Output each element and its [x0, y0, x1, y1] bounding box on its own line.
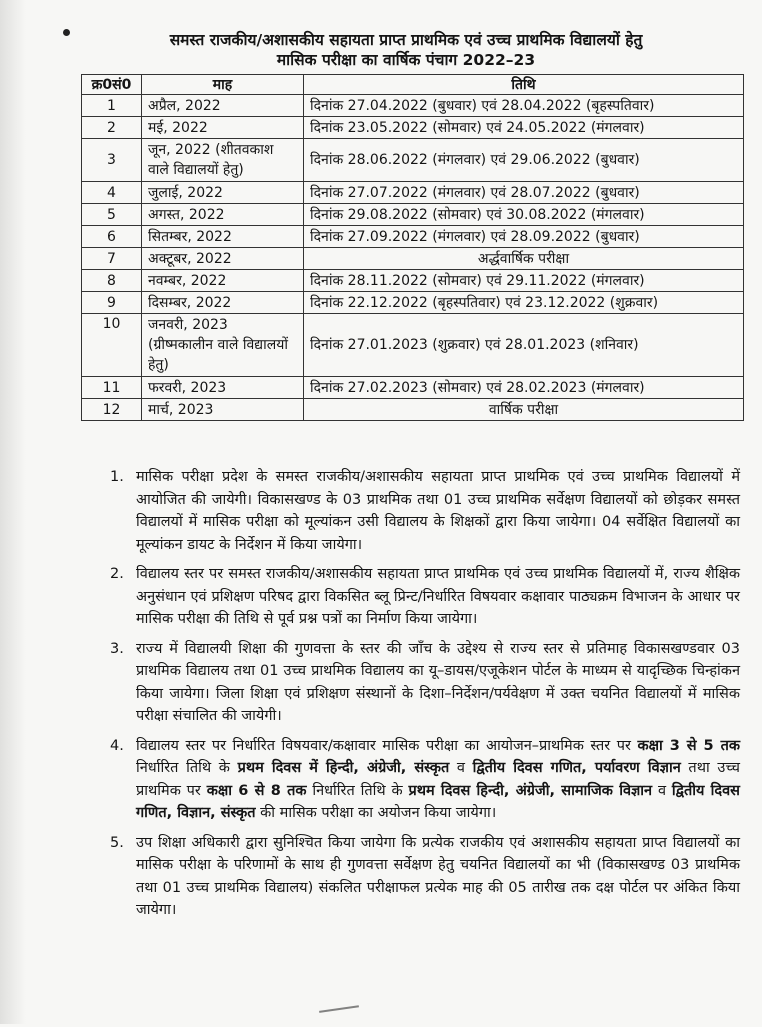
- table-row: [82, 270, 744, 292]
- header-serial: क्र0सं0: [82, 75, 142, 95]
- row-date: वार्षिक परीक्षा: [304, 399, 744, 421]
- header-date: तिथि: [304, 75, 744, 95]
- instruction-item: [110, 735, 740, 825]
- table-row: [82, 377, 744, 399]
- instruction-item: [110, 638, 740, 728]
- row-date: दिनांक 29.08.2022 (सोमवार) एवं 30.08.2022 (मंगलवार): [304, 204, 744, 226]
- row-date: दिनांक 23.05.2022 (सोमवार) एवं 24.05.2022 (मंगलवार): [304, 117, 744, 139]
- page-edge-shadow: [0, 0, 26, 1024]
- row-month: मार्च, 2023: [142, 399, 304, 421]
- row-serial: 2: [82, 117, 142, 139]
- row-month: सितम्बर, 2022: [142, 226, 304, 248]
- table-row: [82, 226, 744, 248]
- row-serial: 10: [82, 314, 142, 377]
- row-date: दिनांक 27.04.2022 (बुधवार) एवं 28.04.2022 (बृहस्पतिवार): [304, 95, 744, 117]
- table-header-row: [82, 75, 744, 95]
- row-month: जनवरी, 2023 (ग्रीष्मकालीन वाले विद्यालयों हेतु): [142, 314, 304, 377]
- instruction-text: विद्यालय स्तर पर समस्त राजकीय/अशासकीय सहायता प्राप्त प्राथमिक एवं उच्च प्राथमिक विद्यालयों में, राज्य शैक्षिक अनुसंधान एवं प्रशिक्षण परिषद द्वारा विकसित ब्लू प्रिन्ट/निर्धारित विषयवार कक्षावार पाठ्यक्रम विभाजन के आधार पर मासिक परीक्षा की तिथि से पूर्व प्रश्न पत्रों का निर्माण किया जायेगा।: [136, 566, 740, 627]
- table-row: [82, 204, 744, 226]
- instruction-item: [110, 832, 740, 922]
- table-row: [82, 139, 744, 182]
- row-serial: 12: [82, 399, 142, 421]
- row-date: दिनांक 27.02.2023 (सोमवार) एवं 28.02.2023 (मंगलवार): [304, 377, 744, 399]
- binding-hole-mark: [63, 29, 70, 36]
- row-month: जुलाई, 2022: [142, 182, 304, 204]
- row-serial: 9: [82, 292, 142, 314]
- row-month: मई, 2022: [142, 117, 304, 139]
- row-month: अप्रैल, 2022: [142, 95, 304, 117]
- row-serial: 1: [82, 95, 142, 117]
- row-date: अर्द्धवार्षिक परीक्षा: [304, 248, 744, 270]
- exam-calendar-table: [81, 74, 744, 421]
- row-date: दिनांक 28.06.2022 (मंगलवार) एवं 29.06.2022 (बुधवार): [304, 139, 744, 182]
- row-month: दिसम्बर, 2022: [142, 292, 304, 314]
- table-row: [82, 399, 744, 421]
- table-row: [82, 292, 744, 314]
- instruction-number: 5.: [110, 834, 124, 851]
- row-date: दिनांक 28.11.2022 (सोमवार) एवं 29.11.2022 (मंगलवार): [304, 270, 744, 292]
- row-serial: 5: [82, 204, 142, 226]
- row-month: अक्टूबर, 2022: [142, 248, 304, 270]
- row-month: जून, 2022 (शीतवकाश वाले विद्यालयों हेतु): [142, 139, 304, 182]
- instruction-item: [110, 563, 740, 631]
- instruction-text: विद्यालय स्तर पर निर्धारित विषयवार/कक्षावार मासिक परीक्षा का आयोजन–प्राथमिक स्तर पर कक्षा 3 से 5 तक निर्धारित तिथि के प्रथम दिवस में हिन्दी, अंग्रेजी, संस्कृत व द्वितीय दिवस गणित, पर्यावरण विज्ञान तथा उच्च प्राथमिक पर कक्षा 6 से 8 तक निर्धारित तिथि के प्रथम दिवस हिन्दी, अंग्रेजी, सामाजिक विज्ञान व द्वितीय दिवस गणित, विज्ञान, संस्कृत की मासिक परीक्षा का अयोजन किया जायेगा।: [136, 737, 740, 821]
- row-month: नवम्बर, 2022: [142, 270, 304, 292]
- title-line-1: समस्त राजकीय/अशासकीय सहायता प्राप्त प्राथमिक एवं उच्च प्राथमिक विद्यालयों हेतु: [169, 31, 643, 49]
- row-month: फरवरी, 2023: [142, 377, 304, 399]
- instruction-number: 2.: [110, 566, 124, 582]
- title-line-2: मासिक परीक्षा का वार्षिक पंचाग 2022–23: [276, 51, 536, 69]
- row-serial: 8: [82, 270, 142, 292]
- signature-mark: [319, 1005, 361, 1026]
- table-row: [82, 314, 744, 377]
- instruction-number: 4.: [110, 737, 124, 754]
- table-row: [82, 95, 744, 117]
- row-serial: 7: [82, 248, 142, 270]
- instruction-text: मासिक परीक्षा प्रदेश के समस्त राजकीय/अशासकीय सहायता प्राप्त प्राथमिक एवं उच्च प्राथमिक विद्यालयों में आयोजित की जायेगी। विकासखण्ड के 03 प्राथमिक तथा 01 उच्च प्राथमिक सर्वेक्षण विद्यालयों को छोड़कर समस्त विद्यालयों में मासिक परीक्षा को मूल्यांकन उसी विद्यालय के शिक्षकों द्वारा किया जायेगा। 04 सर्वेक्षित विद्यालयों का मूल्यांकन डायट के निर्देशन में किया जायेगा।: [136, 469, 740, 553]
- instruction-text: उप शिक्षा अधिकारी द्वारा सुनिश्चित किया जायेगा कि प्रत्येक राजकीय एवं अशासकीय सहायता प्राप्त विद्यालयों का मासिक परीक्षा के परिणामों के साथ ही गुणवत्ता सर्वेक्षण हेतु चयनित विद्यालयों का भी (विकासखण्ड 03 प्राथमिक तथा 01 उच्च प्राथमिक विद्यालय) संकलित परीक्षाफल प्रत्येक माह की 05 तारीख तक दक्ष पोर्टल पर अंकित किया जायेगा।: [136, 834, 740, 918]
- instruction-text: राज्य में विद्यालयी शिक्षा की गुणवत्ता के स्तर की जाँच के उद्देश्य से राज्य स्तर से प्रतिमाह विकासखण्डवार 03 प्राथमिक विद्यालय तथा 01 उच्च प्राथमिक विद्यालय का यू–डायस/एजूकेशन पोर्टल के माध्यम से यादृच्छिक चिन्हांकन किया जायेगा। जिला शिक्षा एवं प्रशिक्षण संस्थानों के दिशा–निर्देशन/पर्यवेक्षण में उक्त चयनित विद्यालयों में मासिक परीक्षा संचालित की जायेगी।: [136, 640, 740, 724]
- table-row: [82, 182, 744, 204]
- table-row: [82, 248, 744, 270]
- header-month: माह: [142, 75, 304, 95]
- instruction-item: [110, 466, 740, 556]
- row-date: दिनांक 27.09.2022 (मंगलवार) एवं 28.09.2022 (बुधवार): [304, 226, 744, 248]
- instruction-number: 1.: [110, 469, 124, 485]
- row-date: दिनांक 27.07.2022 (मंगलवार) एवं 28.07.2022 (बुधवार): [304, 182, 744, 204]
- instructions-list: [110, 466, 740, 929]
- row-serial: 3: [82, 139, 142, 182]
- document-title: [96, 30, 716, 70]
- table-row: [82, 117, 744, 139]
- row-month: अगस्त, 2022: [142, 204, 304, 226]
- row-serial: 4: [82, 182, 142, 204]
- row-date: दिनांक 22.12.2022 (बृहस्पतिवार) एवं 23.12.2022 (शुक्रवार): [304, 292, 744, 314]
- row-serial: 11: [82, 377, 142, 399]
- row-serial: 6: [82, 226, 142, 248]
- row-date: दिनांक 27.01.2023 (शुक्रवार) एवं 28.01.2023 (शनिवार): [304, 314, 744, 377]
- instruction-number: 3.: [110, 640, 124, 657]
